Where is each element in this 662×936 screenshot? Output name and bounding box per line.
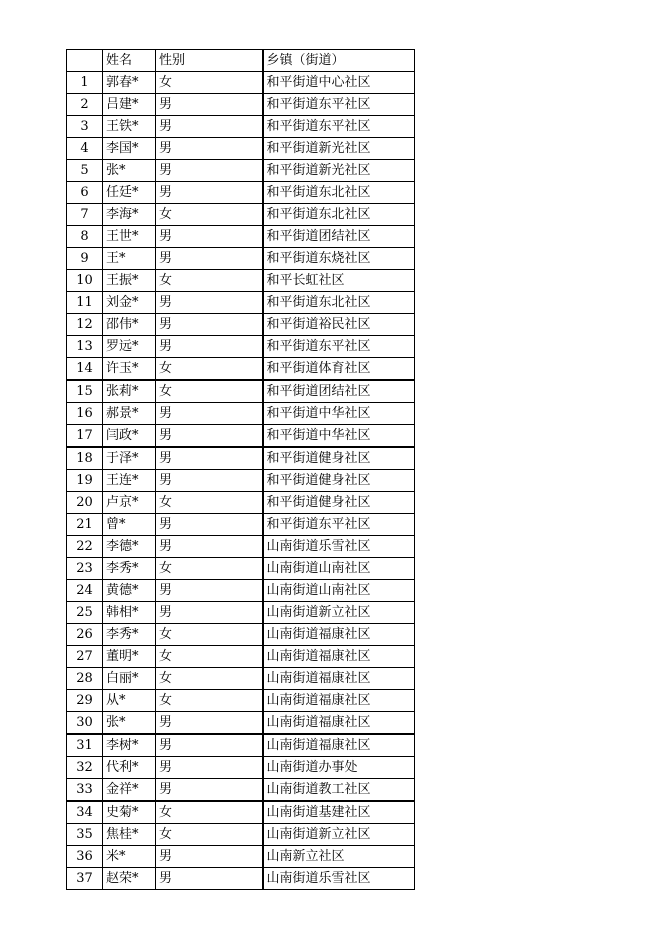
row-index-cell[interactable]: 18 — [67, 447, 103, 470]
row-index-cell[interactable]: 16 — [67, 403, 103, 425]
gender-cell[interactable]: 男 — [156, 712, 263, 735]
gender-cell[interactable]: 男 — [156, 336, 263, 358]
row-index-cell[interactable]: 35 — [67, 824, 103, 846]
gender-cell[interactable]: 男 — [156, 846, 263, 868]
row-index-cell[interactable]: 9 — [67, 248, 103, 270]
gender-cell[interactable]: 男 — [156, 514, 263, 536]
town-cell[interactable]: 和平长虹社区 — [263, 270, 415, 292]
name-cell[interactable]: 王世* — [103, 226, 156, 248]
name-cell[interactable]: 米* — [103, 846, 156, 868]
row-index-cell[interactable]: 7 — [67, 204, 103, 226]
gender-cell[interactable]: 女 — [156, 690, 263, 712]
row-index-cell[interactable]: 34 — [67, 801, 103, 824]
name-cell[interactable]: 王连* — [103, 470, 156, 492]
row-index-cell[interactable]: 11 — [67, 292, 103, 314]
gender-cell[interactable]: 女 — [156, 358, 263, 381]
row-index-cell[interactable]: 15 — [67, 380, 103, 403]
town-cell[interactable]: 山南街道山南社区 — [263, 580, 415, 602]
town-cell[interactable]: 山南新立社区 — [263, 846, 415, 868]
header-index — [67, 50, 103, 72]
row-index-cell[interactable]: 37 — [67, 868, 103, 890]
town-cell[interactable]: 和平街道团结社区 — [263, 226, 415, 248]
name-cell[interactable]: 刘金* — [103, 292, 156, 314]
town-cell[interactable]: 和平街道东平社区 — [263, 514, 415, 536]
town-cell[interactable]: 和平街道中华社区 — [263, 403, 415, 425]
table-row — [67, 292, 415, 314]
town-cell[interactable]: 和平街道东北社区 — [263, 292, 415, 314]
name-cell[interactable]: 黄德* — [103, 580, 156, 602]
name-cell[interactable]: 王* — [103, 248, 156, 270]
name-cell[interactable]: 李海* — [103, 204, 156, 226]
table-row — [67, 824, 415, 846]
table-row — [67, 314, 415, 336]
name-cell[interactable]: 闫政* — [103, 425, 156, 448]
town-cell[interactable]: 山南街道福康社区 — [263, 668, 415, 690]
row-index-cell[interactable]: 22 — [67, 536, 103, 558]
gender-cell[interactable]: 女 — [156, 646, 263, 668]
table-row — [67, 380, 415, 403]
town-cell[interactable]: 山南街道福康社区 — [263, 690, 415, 712]
row-index-cell[interactable]: 36 — [67, 846, 103, 868]
town-cell[interactable]: 和平街道中华社区 — [263, 425, 415, 448]
table-body — [67, 72, 415, 890]
gender-cell[interactable]: 男 — [156, 868, 263, 890]
gender-cell[interactable]: 男 — [156, 248, 263, 270]
table-row — [67, 602, 415, 624]
table-row — [67, 470, 415, 492]
row-index-cell[interactable]: 30 — [67, 712, 103, 735]
town-cell[interactable]: 山南街道教工社区 — [263, 779, 415, 802]
header-row — [67, 50, 415, 72]
gender-cell[interactable]: 女 — [156, 492, 263, 514]
table-row — [67, 182, 415, 204]
table-row — [67, 204, 415, 226]
town-cell[interactable]: 山南街道福康社区 — [263, 712, 415, 735]
row-index-cell[interactable]: 25 — [67, 602, 103, 624]
gender-cell[interactable]: 男 — [156, 602, 263, 624]
gender-cell[interactable]: 男 — [156, 536, 263, 558]
row-index-cell[interactable]: 17 — [67, 425, 103, 448]
name-cell[interactable]: 郭春* — [103, 72, 156, 94]
row-index-cell[interactable]: 27 — [67, 646, 103, 668]
name-cell[interactable]: 代利* — [103, 757, 156, 779]
gender-cell[interactable]: 男 — [156, 116, 263, 138]
gender-cell[interactable]: 女 — [156, 270, 263, 292]
gender-cell[interactable]: 男 — [156, 138, 263, 160]
row-index-cell[interactable]: 32 — [67, 757, 103, 779]
gender-cell[interactable]: 男 — [156, 292, 263, 314]
name-cell[interactable]: 李国* — [103, 138, 156, 160]
table-row — [67, 536, 415, 558]
name-cell[interactable]: 郝景* — [103, 403, 156, 425]
town-cell[interactable]: 和平街道东烧社区 — [263, 248, 415, 270]
table-row — [67, 690, 415, 712]
name-cell[interactable]: 史菊* — [103, 801, 156, 824]
gender-cell[interactable]: 男 — [156, 425, 263, 448]
row-index-cell[interactable]: 26 — [67, 624, 103, 646]
row-index-cell[interactable]: 24 — [67, 580, 103, 602]
table-row — [67, 492, 415, 514]
town-cell[interactable]: 和平街道中心社区 — [263, 72, 415, 94]
town-cell[interactable]: 和平街道健身社区 — [263, 492, 415, 514]
town-cell[interactable]: 和平街道东平社区 — [263, 116, 415, 138]
town-cell[interactable]: 山南街道福康社区 — [263, 624, 415, 646]
name-cell[interactable]: 从* — [103, 690, 156, 712]
table-row — [67, 425, 415, 448]
row-index-cell[interactable]: 28 — [67, 668, 103, 690]
name-cell[interactable]: 李秀* — [103, 558, 156, 580]
table-row — [67, 846, 415, 868]
town-cell[interactable]: 山南街道福康社区 — [263, 734, 415, 757]
gender-cell[interactable]: 女 — [156, 558, 263, 580]
table-row — [67, 116, 415, 138]
table-row — [67, 580, 415, 602]
row-index-cell[interactable]: 6 — [67, 182, 103, 204]
town-cell[interactable]: 山南街道新立社区 — [263, 824, 415, 846]
gender-cell[interactable]: 男 — [156, 94, 263, 116]
row-index-cell[interactable]: 12 — [67, 314, 103, 336]
name-cell[interactable]: 卢京* — [103, 492, 156, 514]
name-cell[interactable]: 白丽* — [103, 668, 156, 690]
table-row — [67, 248, 415, 270]
row-index-cell[interactable]: 10 — [67, 270, 103, 292]
name-cell[interactable]: 张* — [103, 712, 156, 735]
town-cell[interactable]: 山南街道新立社区 — [263, 602, 415, 624]
header-town[interactable]: 乡镇（街道） — [263, 50, 415, 72]
table-row — [67, 403, 415, 425]
town-cell[interactable]: 山南街道山南社区 — [263, 558, 415, 580]
gender-cell[interactable]: 男 — [156, 314, 263, 336]
town-cell[interactable]: 和平街道东北社区 — [263, 182, 415, 204]
name-cell[interactable]: 李德* — [103, 536, 156, 558]
table-row — [67, 138, 415, 160]
table-row — [67, 447, 415, 470]
table-row — [67, 358, 415, 381]
table-row — [67, 160, 415, 182]
header-name[interactable]: 姓名 — [103, 50, 156, 72]
gender-cell[interactable]: 女 — [156, 204, 263, 226]
row-index-cell[interactable]: 13 — [67, 336, 103, 358]
table-row — [67, 72, 415, 94]
table-row — [67, 270, 415, 292]
town-cell[interactable]: 山南街道基建社区 — [263, 801, 415, 824]
gender-cell[interactable]: 男 — [156, 182, 263, 204]
name-cell[interactable]: 邵伟* — [103, 314, 156, 336]
gender-cell[interactable]: 女 — [156, 624, 263, 646]
name-cell[interactable]: 曾* — [103, 514, 156, 536]
row-index-cell[interactable]: 5 — [67, 160, 103, 182]
town-cell[interactable]: 和平街道东北社区 — [263, 204, 415, 226]
gender-cell[interactable]: 女 — [156, 824, 263, 846]
roster-table — [66, 49, 415, 890]
row-index-cell[interactable]: 2 — [67, 94, 103, 116]
town-cell[interactable]: 和平街道裕民社区 — [263, 314, 415, 336]
header-gender[interactable]: 性别 — [156, 50, 263, 72]
gender-cell[interactable]: 男 — [156, 447, 263, 470]
town-cell[interactable]: 和平街道新光社区 — [263, 160, 415, 182]
row-index-cell[interactable]: 3 — [67, 116, 103, 138]
town-cell[interactable]: 山南街道办事处 — [263, 757, 415, 779]
name-cell[interactable]: 韩相* — [103, 602, 156, 624]
table-row — [67, 757, 415, 779]
name-cell[interactable]: 于泽* — [103, 447, 156, 470]
row-index-cell[interactable]: 23 — [67, 558, 103, 580]
table-row — [67, 94, 415, 116]
gender-cell[interactable]: 男 — [156, 757, 263, 779]
table-row — [67, 779, 415, 802]
row-index-cell[interactable]: 29 — [67, 690, 103, 712]
name-cell[interactable]: 任廷* — [103, 182, 156, 204]
town-cell[interactable]: 山南街道福康社区 — [263, 646, 415, 668]
town-cell[interactable]: 山南街道乐雪社区 — [263, 536, 415, 558]
gender-cell[interactable]: 女 — [156, 668, 263, 690]
row-index-cell[interactable]: 19 — [67, 470, 103, 492]
gender-cell[interactable]: 男 — [156, 470, 263, 492]
table-row — [67, 624, 415, 646]
name-cell[interactable]: 王振* — [103, 270, 156, 292]
town-cell[interactable]: 和平街道新光社区 — [263, 138, 415, 160]
name-cell[interactable]: 金祥* — [103, 779, 156, 802]
gender-cell[interactable]: 女 — [156, 380, 263, 403]
gender-cell[interactable]: 男 — [156, 580, 263, 602]
name-cell[interactable]: 张莉* — [103, 380, 156, 403]
name-cell[interactable]: 许玉* — [103, 358, 156, 381]
town-cell[interactable]: 和平街道健身社区 — [263, 470, 415, 492]
table-row — [67, 712, 415, 735]
gender-cell[interactable]: 女 — [156, 72, 263, 94]
gender-cell[interactable]: 男 — [156, 226, 263, 248]
town-cell[interactable]: 和平街道东平社区 — [263, 336, 415, 358]
table-row — [67, 336, 415, 358]
name-cell[interactable]: 董明* — [103, 646, 156, 668]
town-cell[interactable]: 山南街道乐雪社区 — [263, 868, 415, 890]
row-index-cell[interactable]: 21 — [67, 514, 103, 536]
town-cell[interactable]: 和平街道东平社区 — [263, 94, 415, 116]
table-row — [67, 801, 415, 824]
table-row — [67, 734, 415, 757]
name-cell[interactable]: 张* — [103, 160, 156, 182]
name-cell[interactable]: 李树* — [103, 734, 156, 757]
table-row — [67, 668, 415, 690]
table-row — [67, 868, 415, 890]
town-cell[interactable]: 和平街道体育社区 — [263, 358, 415, 381]
name-cell[interactable]: 王铁* — [103, 116, 156, 138]
town-cell[interactable]: 和平街道团结社区 — [263, 380, 415, 403]
name-cell[interactable]: 罗远* — [103, 336, 156, 358]
row-index-cell[interactable]: 14 — [67, 358, 103, 381]
gender-cell[interactable]: 女 — [156, 801, 263, 824]
row-index-cell[interactable]: 31 — [67, 734, 103, 757]
name-cell[interactable]: 赵荣* — [103, 868, 156, 890]
gender-cell[interactable]: 男 — [156, 160, 263, 182]
row-index-cell[interactable]: 8 — [67, 226, 103, 248]
gender-cell[interactable]: 男 — [156, 779, 263, 802]
gender-cell[interactable]: 男 — [156, 403, 263, 425]
town-cell[interactable]: 和平街道健身社区 — [263, 447, 415, 470]
row-index-cell[interactable]: 20 — [67, 492, 103, 514]
name-cell[interactable]: 李秀* — [103, 624, 156, 646]
row-index-cell[interactable]: 33 — [67, 779, 103, 802]
name-cell[interactable]: 吕建* — [103, 94, 156, 116]
table-row — [67, 226, 415, 248]
gender-cell[interactable]: 男 — [156, 734, 263, 757]
table-row — [67, 558, 415, 580]
row-index-cell[interactable]: 1 — [67, 72, 103, 94]
row-index-cell[interactable]: 4 — [67, 138, 103, 160]
table-row — [67, 646, 415, 668]
name-cell[interactable]: 焦桂* — [103, 824, 156, 846]
table-row — [67, 514, 415, 536]
